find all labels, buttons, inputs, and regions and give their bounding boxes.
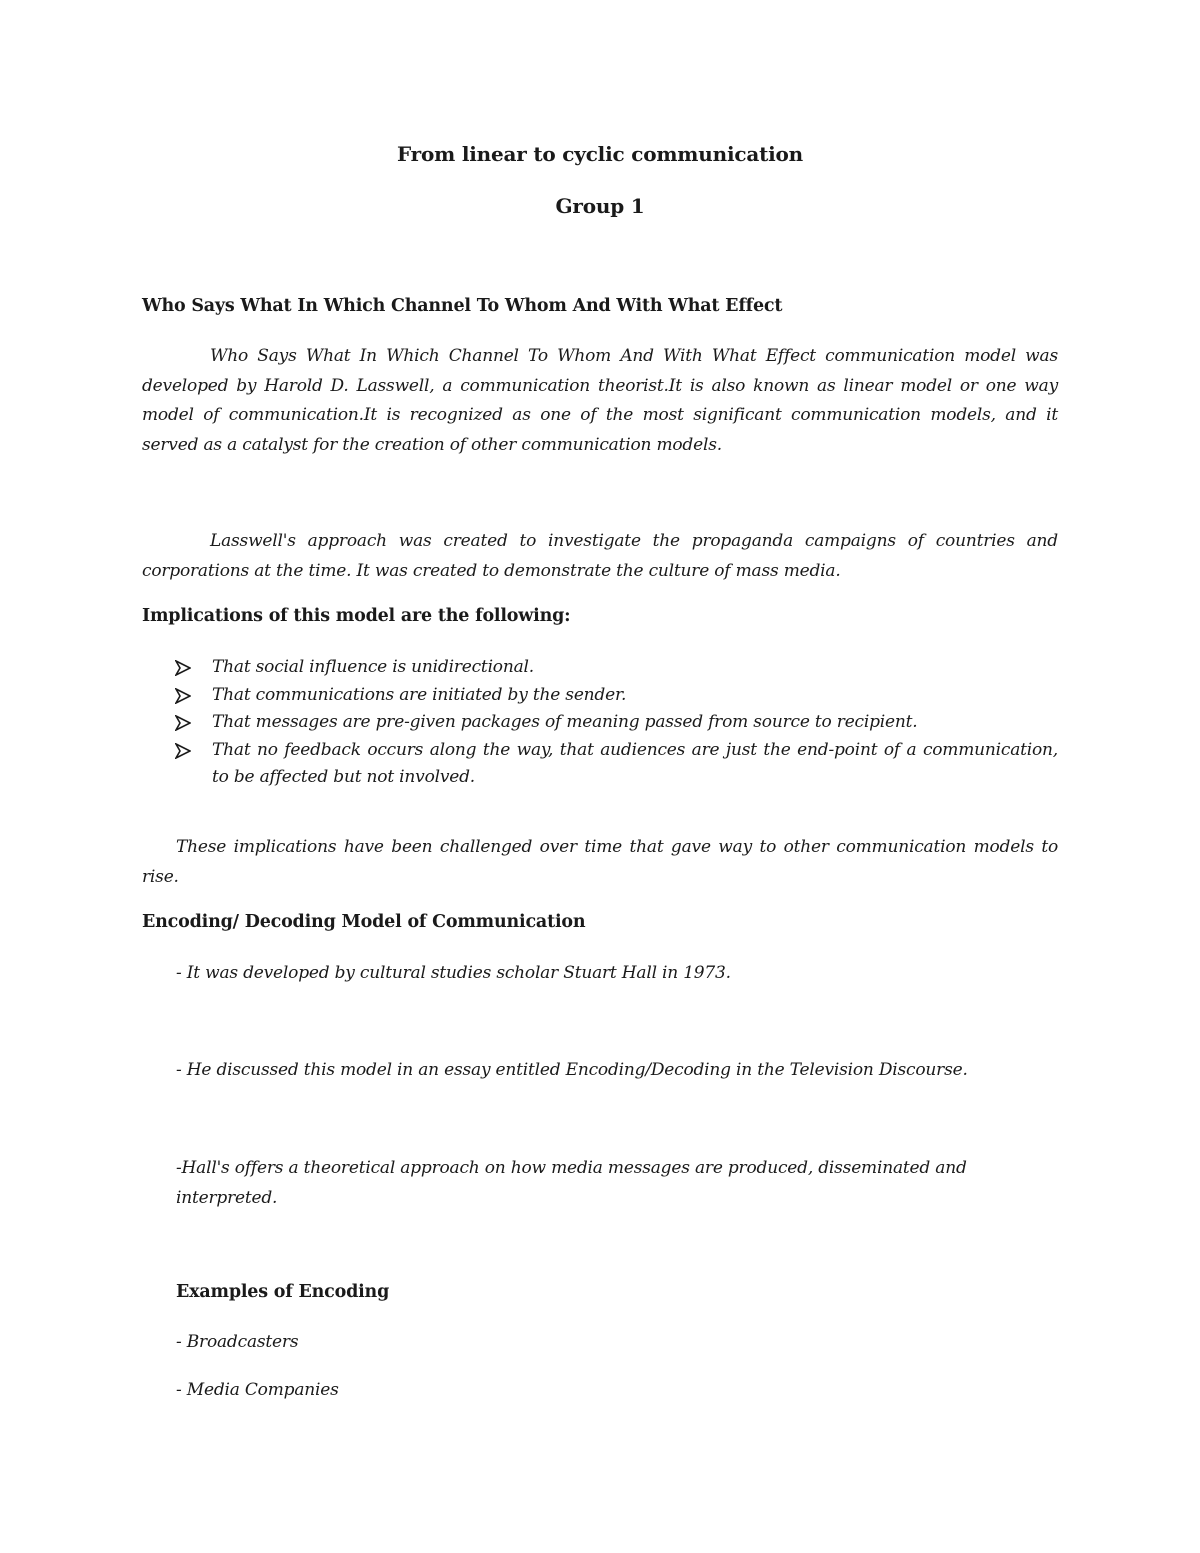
example-item-broadcasters: - Broadcasters bbox=[176, 1332, 299, 1352]
document-title: From linear to cyclic communication bbox=[397, 142, 803, 166]
list-item bbox=[142, 682, 1058, 710]
list-item-text: That no feedback occurs along the way, that audiences are just the end-point of a communication, to be affected but not involved. bbox=[212, 739, 1058, 787]
encoding-line-essay: - He discussed this model in an essay entitled Encoding/Decoding in the Television Discourse. bbox=[176, 1060, 968, 1080]
arrowhead-bullet-icon bbox=[175, 688, 191, 704]
section-heading-examples: Examples of Encoding bbox=[176, 1282, 390, 1302]
document-subtitle: Group 1 bbox=[555, 194, 645, 218]
arrowhead-bullet-icon bbox=[175, 743, 191, 759]
implications-list bbox=[142, 654, 1058, 792]
list-item-text: That messages are pre-given packages of meaning passed from source to recipient. bbox=[212, 712, 918, 732]
encoding-line-developed: - It was developed by cultural studies scholar Stuart Hall in 1973. bbox=[176, 963, 731, 983]
paragraph-lasswell-intro: Who Says What In Which Channel To Whom And With What Effect communication model was developed by Harold D. Lasswell, a communication theorist.It is also known as linear model or one way model of communication.It is recognized as one of the most significant communication models, and it served as a catalyst for the creation of other communication models. bbox=[142, 346, 1058, 455]
list-item-text: That social influence is unidirectional. bbox=[212, 657, 534, 677]
section-heading-encoding-decoding: Encoding/ Decoding Model of Communication bbox=[142, 912, 586, 932]
list-item bbox=[142, 709, 1058, 737]
arrowhead-bullet-icon bbox=[175, 660, 191, 676]
example-item-media-companies: - Media Companies bbox=[176, 1380, 339, 1400]
list-item-text: That communications are initiated by the sender. bbox=[212, 684, 627, 705]
encoding-line-approach: -Hall's offers a theoretical approach on how media messages are produced, disseminated and interpreted. bbox=[176, 1158, 967, 1208]
arrowhead-bullet-icon bbox=[175, 715, 191, 731]
paragraph-lasswell-approach: Lasswell's approach was created to investigate the propaganda campaigns of countries and corporations at the time. It was created to demonstrate the culture of mass media. bbox=[142, 531, 1058, 581]
list-item bbox=[142, 654, 1058, 682]
section-heading-lasswell: Who Says What In Which Channel To Whom And With What Effect bbox=[142, 296, 783, 316]
paragraph-implications-conclusion: These implications have been challenged over time that gave way to other communication models to rise. bbox=[142, 837, 1058, 887]
section-heading-implications: Implications of this model are the following: bbox=[142, 606, 571, 626]
list-item bbox=[142, 737, 1058, 792]
